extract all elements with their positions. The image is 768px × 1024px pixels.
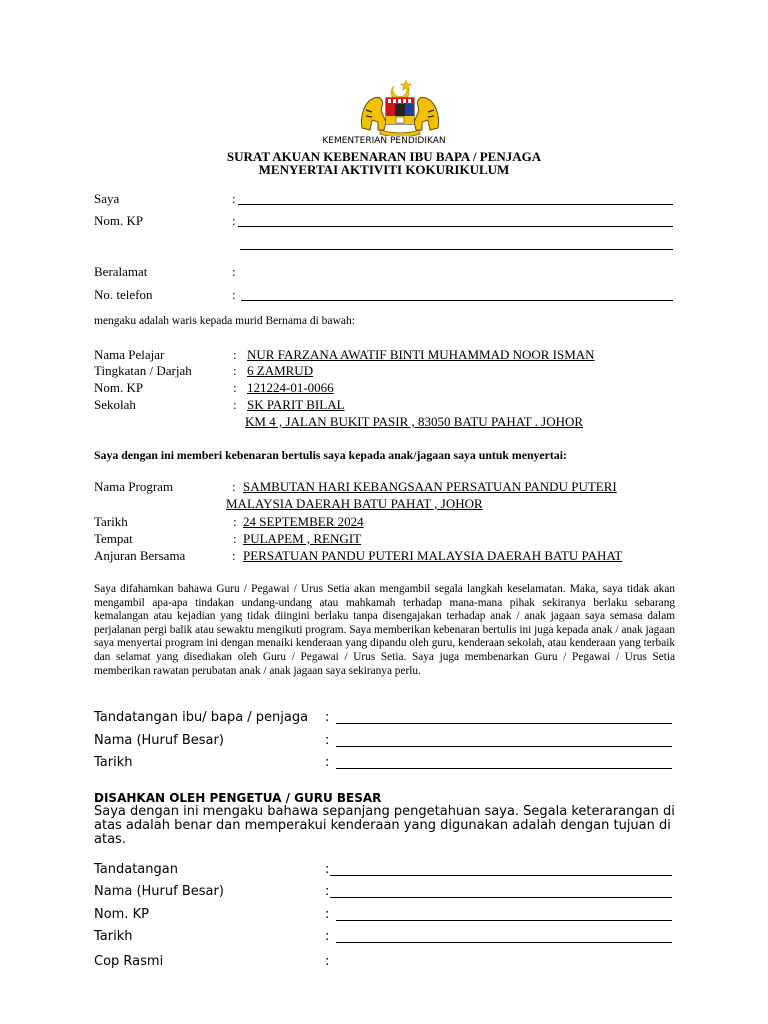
parent-signature-label: Tandatangan ibu/ bapa / penjaga xyxy=(94,710,309,725)
sekolah-colon: : xyxy=(233,397,237,412)
beralamat-label: Beralamat xyxy=(94,264,148,279)
principal-date-colon: : xyxy=(325,929,330,944)
nama-pelajar-label: Nama Pelajar xyxy=(94,347,165,362)
nama-program-label: Nama Program xyxy=(94,479,174,494)
program-tarikh-label: Tarikh xyxy=(94,514,128,529)
anjuran-value: PERSATUAN PANDU PUTERI MALAYSIA DAERAH BATU PAHAT xyxy=(243,548,623,563)
principal-heading: DISAHKAN OLEH PENGETUA / GURU BESAR xyxy=(94,791,382,805)
sekolah-alamat-value: KM 4 , JALAN BUKIT PASIR , 83050 BATU PAHAT . JOHOR xyxy=(245,414,584,429)
sekolah-value: SK PARIT BILAL xyxy=(247,397,345,412)
nom-kp-input-line[interactable] xyxy=(238,226,673,227)
parent-signature-colon: : xyxy=(325,710,330,725)
saya-label: Saya xyxy=(94,191,120,206)
principal-signature-colon: : xyxy=(325,862,330,877)
permission-heading: Saya dengan ini memberi kebenaran bertulis saya kepada anak/jagaan saya untuk menyertai: xyxy=(94,448,567,462)
tempat-label: Tempat xyxy=(94,531,133,546)
jata-negara-crest-icon xyxy=(358,76,442,136)
tempat-value: PULAPEM , RENGIT xyxy=(243,531,362,546)
parent-date-label: Tarikh xyxy=(94,755,133,770)
student-kp-value: 121224-01-0066 xyxy=(247,380,334,395)
student-kp-colon: : xyxy=(233,380,237,395)
nom-kp-colon: : xyxy=(232,213,236,228)
nama-program-value-1: SAMBUTAN HARI KEBANGSAAN PERSATUAN PANDU PUTERI xyxy=(243,479,617,494)
principal-kp-line[interactable] xyxy=(336,920,672,921)
principal-date-line[interactable] xyxy=(336,942,672,943)
anjuran-label: Anjuran Bersama xyxy=(94,548,186,563)
program-tarikh-value: 24 SEPTEMBER 2024 xyxy=(243,514,364,529)
cop-rasmi-label: Cop Rasmi xyxy=(94,954,164,969)
parent-date-line[interactable] xyxy=(336,768,672,769)
principal-signature-label: Tandatangan xyxy=(94,862,178,877)
nama-pelajar-value: NUR FARZANA AWATIF BINTI MUHAMMAD NOOR ISMAN xyxy=(247,347,595,362)
nom-kp-label: Nom. KP xyxy=(94,213,144,228)
sekolah-label: Sekolah xyxy=(94,397,136,412)
parent-signature-line[interactable] xyxy=(336,723,672,724)
parent-name-line[interactable] xyxy=(336,746,672,747)
parent-date-colon: : xyxy=(325,755,330,770)
parent-name-colon: : xyxy=(325,733,330,748)
nama-program-value-2: MALAYSIA DAERAH BATU PAHAT , JOHOR xyxy=(226,496,483,511)
tingkatan-label: Tingkatan / Darjah xyxy=(94,363,192,378)
principal-name-colon: : xyxy=(325,884,330,899)
tingkatan-colon: : xyxy=(233,363,237,378)
form-title: SURAT AKUAN KEBENARAN IBU BAPA / PENJAGA xyxy=(226,149,542,164)
principal-name-line[interactable] xyxy=(330,897,672,898)
telefon-label: No. telefon xyxy=(94,287,153,302)
beralamat-colon: : xyxy=(232,264,236,279)
extra-input-line[interactable] xyxy=(240,249,673,250)
principal-text: Saya dengan ini mengaku bahawa sepanjang pengetahuan saya. Segala keterarangan di atas adalah benar dan memperakui kenderaan yang digunakan adalah dengan tujuan di atas. xyxy=(94,804,675,847)
tingkatan-value: 6 ZAMRUD xyxy=(247,363,314,378)
declaration-paragraph: Saya difahamkan bahawa Guru / Pegawai / Urus Setia akan mengambil segala langkah keselamatan. Maka, saya tidak akan mengambil apa-apa tindakan undang-undang atau mahkamah terhadap mana-mana pihak sekiranya berlaku sebarang kemalangan atau kejadian yang tidak diingini berlaku tanpa disengajakan terhadap anak / anak jagaan saya semasa dalam perjalanan pergi balik atau sewaktu mengikuti program. Saya memberikan kebenaran bertulis ini juga kepada anak / anak jagaan saya menyertai program ini dengan menaiki kenderaan yang dipandu oleh guru, kenderaan sekolah, atau kenderaan yang terbaik dan selamat yang disediakan oleh Guru / Pegawai / Urus Setia. Saya juga membenarkan Guru / Pegawai / Urus Setia memberikan rawatan perubatan anak / anak jagaan saya sekiranya perlu. xyxy=(94,583,675,677)
principal-signature-line[interactable] xyxy=(330,875,672,876)
ministry-label: KEMENTERIAN PENDIDIKAN xyxy=(322,136,446,146)
program-tarikh-colon: : xyxy=(233,514,237,529)
principal-date-label: Tarikh xyxy=(94,929,133,944)
tempat-colon: : xyxy=(233,531,237,546)
telefon-colon: : xyxy=(232,287,236,302)
cop-rasmi-colon: : xyxy=(325,954,330,969)
nama-pelajar-colon: : xyxy=(233,347,237,362)
principal-kp-colon: : xyxy=(325,907,330,922)
parent-name-label: Nama (Huruf Besar) xyxy=(94,733,224,748)
principal-name-label: Nama (Huruf Besar) xyxy=(94,884,224,899)
saya-colon: : xyxy=(232,191,236,206)
form-subtitle: MENYERTAI AKTIVITI KOKURIKULUM xyxy=(258,162,510,177)
intro-text: mengaku adalah waris kepada murid Bernama di bawah: xyxy=(94,315,355,327)
principal-kp-label: Nom. KP xyxy=(94,907,149,922)
anjuran-colon: : xyxy=(232,548,236,563)
saya-input-line[interactable] xyxy=(238,204,673,205)
student-kp-label: Nom. KP xyxy=(94,380,144,395)
telefon-input-line[interactable] xyxy=(241,300,673,301)
nama-program-colon: : xyxy=(232,479,236,494)
